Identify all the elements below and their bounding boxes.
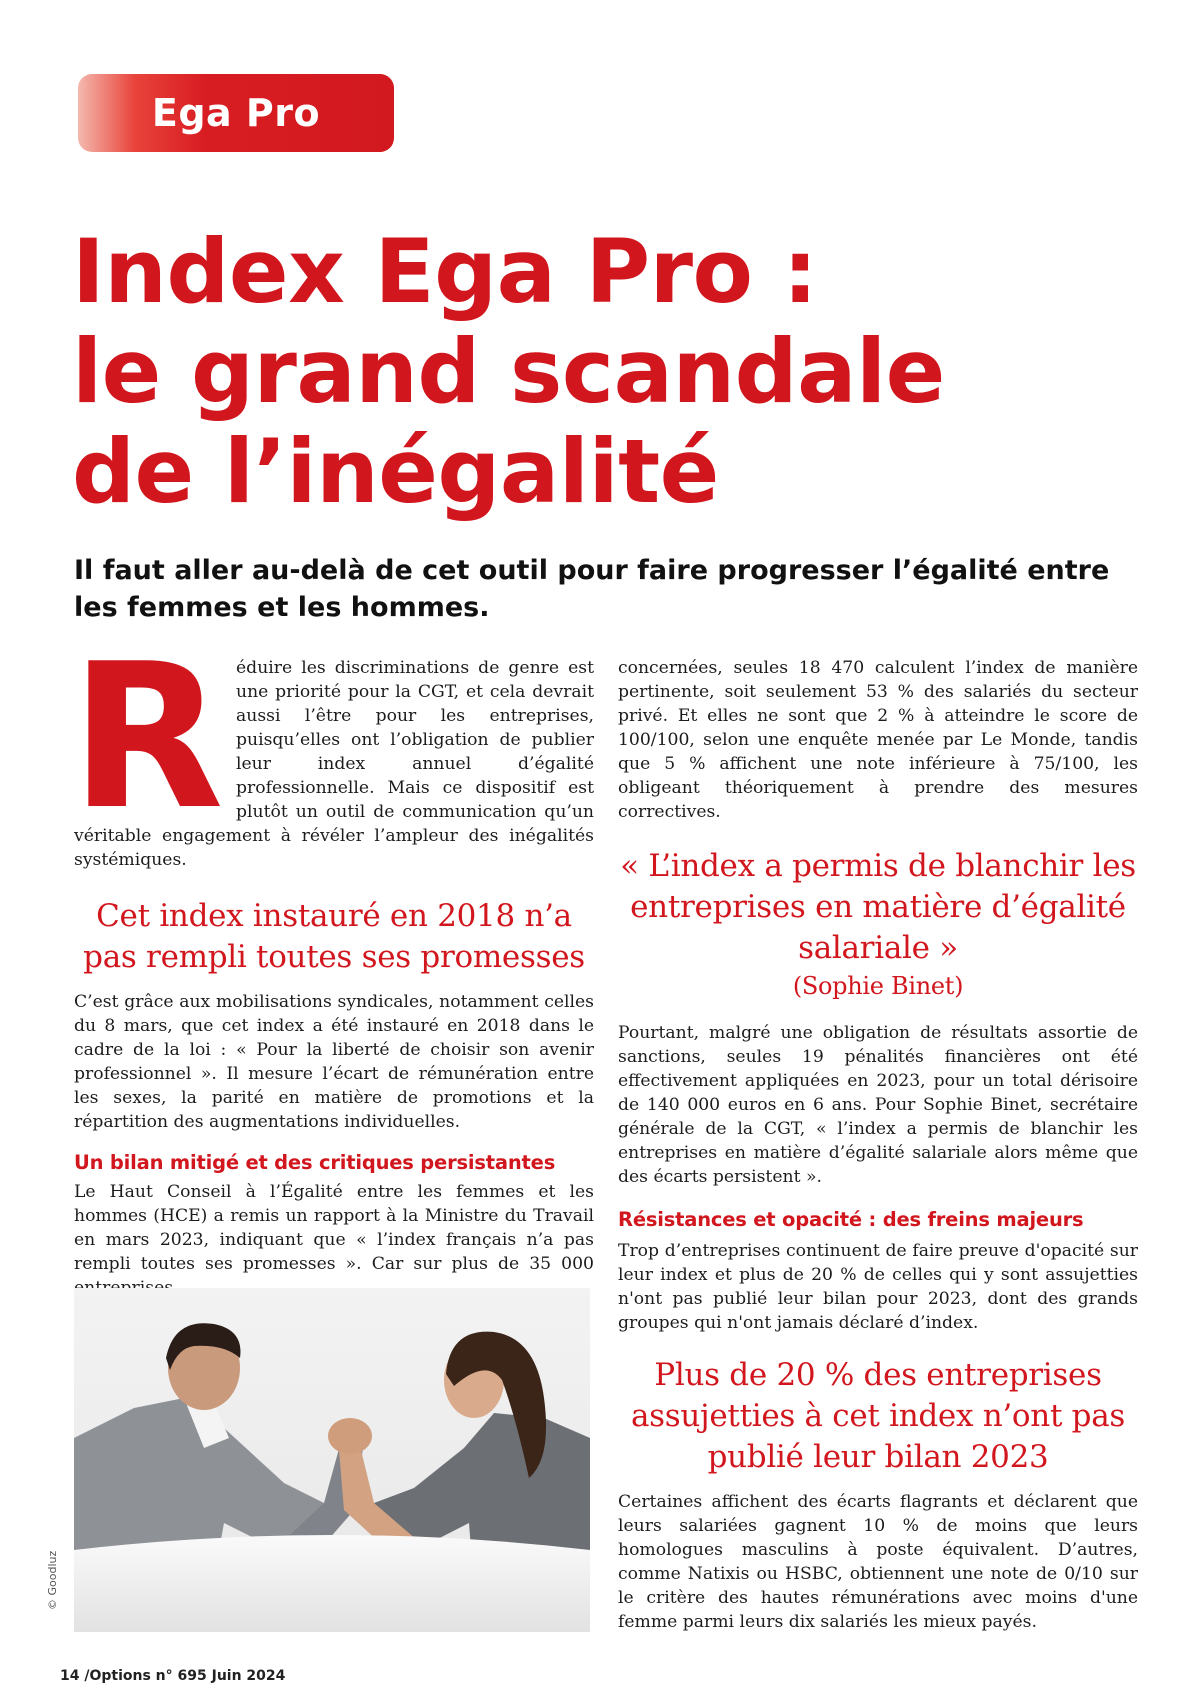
section-tag: Ega Pro [78,74,394,152]
paragraph-sanctions: Pourtant, malgré une obligation de résultats assortie de sanctions, seules 19 pénalités financières ont été effectivement appliquées en 2023, pour un total dérisoire de 140 000 euros en 6 ans. Pour Sophie Binet, secrétaire générale de la CGT, « l’index a permis de blanchir les entreprises en matière d’égalité salariale alors même que des écarts persistent ». [618,1023,1138,1187]
page-footer: 14 /Options n° 695 Juin 2024 [60,1668,286,1684]
article-lead: Il faut aller au-delà de cet outil pour faire progresser l’égalité entre les femmes et les hommes. [74,555,1110,623]
arm-wrestling-photo [74,1288,590,1632]
title-line-1: Index Ega Pro : [72,220,818,323]
intro-paragraph [70,621,594,872]
paragraph-origin: C’est grâce aux mobilisations syndicales, notamment celles du 8 mars, que cet index a été instauré en 2018 dans le cadre de la loi : « Pour la liberté de choisir son avenir professionnel ». Il mesure l’écart de rémunération entre les sexes, la parité en matière de promotions et la répartition des augmentations individuelles. [74,992,594,1132]
pull-quote-author: (Sophie Binet) [792,972,964,1000]
pull-quote-text: « L’index a permis de blanchir les entreprises en matière d’égalité salariale » [620,848,1136,966]
drop-cap: R [70,621,225,854]
paragraph-opacity: Trop d’entreprises continuent de faire preuve d'opacité sur leur index et plus de 20 % de celles qui y sont assujetties n'ont pas publié leur bilan pour 2023, dont des grands groupes qui n'ont jamais déclaré d’index. [618,1241,1138,1333]
article-title [72,222,1152,522]
subheading-resistances: Résistances et opacité : des freins majeurs [618,1208,1084,1231]
intro-text: éduire les discriminations de genre est une priorité pour la CGT, et cela devrait aussi l’être pour les entreprises, puisqu’elles ont l’obligation de publier leur index annuel d’égalité professionnelle. Mais ce dispositif est plutôt un outil de communication qu’un véritable engagement à révéler l’ampleur des inégalités systémiques. [74,658,594,870]
left-column [70,621,594,1300]
subheading-bilan: Un bilan mitigé et des critiques persistantes [74,1151,556,1174]
photo-credit: © Goodluz [46,1550,59,1610]
paragraph-hce: Le Haut Conseil à l’Égalité entre les femmes et les hommes (HCE) a remis un rapport à la Ministre du Travail en mars 2023, indiquant que « l’index français n’a pas rempli toutes ses promesses ». Car sur plus de 35 000 [74,1182,594,1274]
section-heading-2: Plus de 20 % des entreprises assujetties à cet index n’ont pas publié leur bilan 2023 [630,1357,1126,1475]
title-line-2: le grand scandale [72,320,945,423]
section-heading-1: Cet index instauré en 2018 n’a pas rempli toutes ses promesses [83,898,585,975]
paragraph-examples: Certaines affichent des écarts flagrants et déclarent que leurs salariées gagnent 10 % de moins que leurs homologues masculins à poste équivalent. D’autres, comme Natixis ou HSBC, obtiennent une note de 0/10 sur le critère des hautes rémunérations avec moins d'une femme parmi leurs dix salariés les mieux payés. [618,1492,1138,1632]
paragraph-figures: concernées, seules 18 470 calculent l’index de manière pertinente, soit seulement 53 % des salariés du secteur privé. Et elles ne sont que 2 % à atteindre le score de 100/100, selon une enquête menée par Le Monde, tandis que 5 % affichent une note inférieure à 75/100, les obligeant théoriquement à prendre des mesures correctives. [618,658,1138,822]
pull-quote [618,846,1138,1003]
title-line-3: de l’inégalité [72,420,719,523]
right-column [618,656,1138,1634]
